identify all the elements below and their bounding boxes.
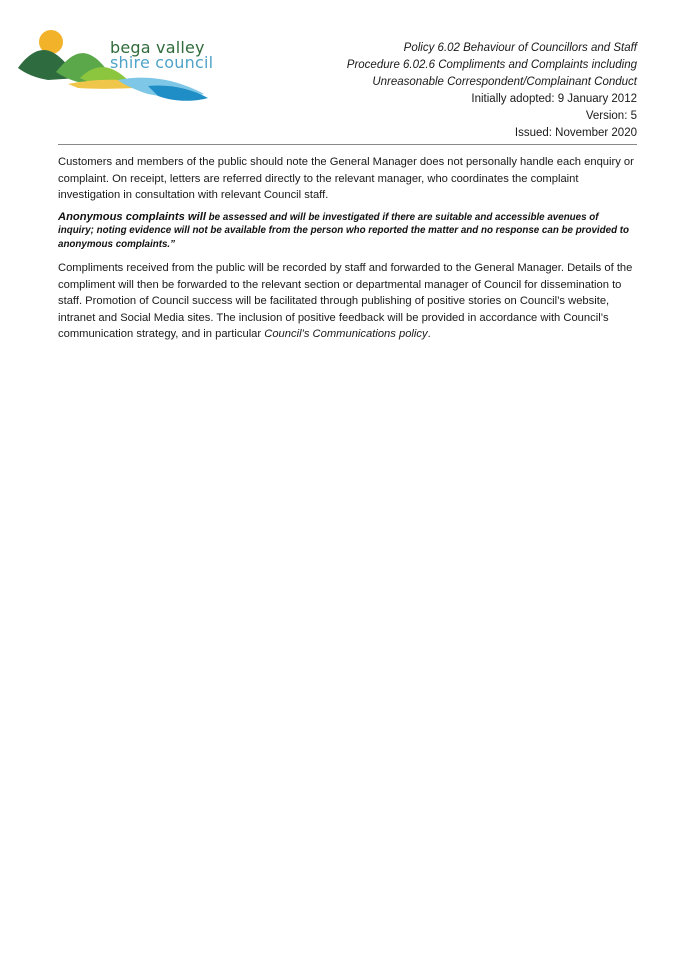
- document-header-meta: [347, 40, 637, 142]
- initially-adopted: Initially adopted: 9 January 2012: [471, 93, 637, 105]
- council-logo: [18, 28, 248, 104]
- version: Version: 5: [585, 110, 637, 122]
- paragraph-general-manager: Customers and members of the public should note the General Manager does not personally handle each enquiry or complaint. On receipt, letters are referred directly to the relevant manager, who coordinates the complaint investigation in consultation with relevant Council staff.: [58, 156, 634, 201]
- logo-wordmark: [110, 40, 213, 70]
- issued-date: Issued: November 2020: [514, 127, 637, 139]
- communications-policy-reference: Council’s Communications policy: [264, 328, 428, 341]
- logo-text-bega-valley: bega valley: [110, 38, 205, 57]
- compliments-text: Compliments received from the public will be recorded by staff and forwarded to the General Manager. Details of the compliment will then be forwarded to the relevant section or departmental manager of Council for dissemination to staff. Promotion of Council success will be facilitated through publishing of positive stories on Council’s website, intranet and Social Media sites. The inclusion of positive feedback will be provided in accordance with Council’s communication strategy, and in particular: [58, 262, 633, 341]
- paragraph-anonymous-complaints: [58, 211, 637, 252]
- document-body: [58, 154, 637, 350]
- procedure-title-line1: Procedure 6.02.6 Compliments and Complaints including: [346, 59, 637, 71]
- anonymous-lead: Anonymous complaints will: [58, 210, 206, 223]
- paragraph-compliments: [58, 260, 637, 343]
- compliments-end: .: [427, 328, 431, 341]
- logo-text-shire-council: shire council: [110, 53, 214, 72]
- anonymous-rest: be assessed and will be investigated if there are suitable and accessible avenues of inquiry; noting evidence will not be available from the person who reported the matter and no response can be provided to anonymous complaints.”: [58, 211, 630, 250]
- procedure-title-line2: Unreasonable Correspondent/Complainant Conduct: [372, 76, 637, 88]
- policy-title: Policy 6.02 Behaviour of Councillors and Staff: [403, 42, 637, 54]
- header-divider: [58, 144, 637, 145]
